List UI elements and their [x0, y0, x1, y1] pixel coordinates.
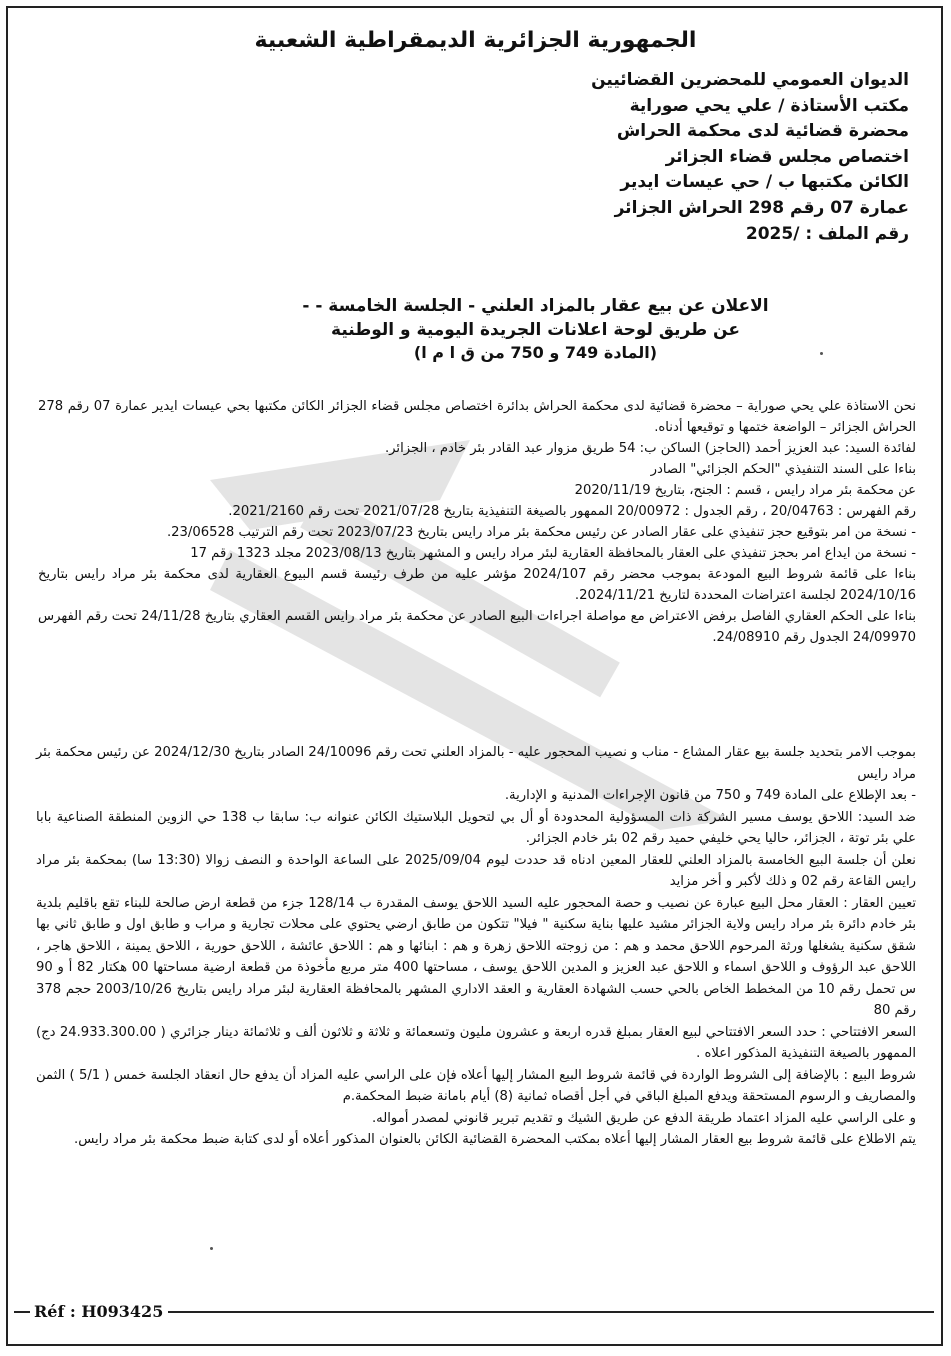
file-number: رقم الملف : /2025 [745, 223, 909, 244]
paragraph: نحن الاستاذة علي يحي صوراية – محضرة قضائية لدى محكمة الحراش بدائرة اختصاص مجلس قضاء الجزائر الكائن مكتبها بحي عيسات ايدير عمارة 07 رقم 278 الحراش الجزائر – الواضعة ختمها و توقيعها أدناه. [38, 399, 916, 435]
header-line: الديوان العمومي للمحضرين القضائيين [591, 70, 909, 90]
bailiff-office-header [309, 68, 909, 247]
paragraph: بناءا على قائمة شروط البيع المودعة بموجب محضر رقم 2024/107 مؤشر عليه من طرف رئيسة قسم البيوع العقارية لدى محكمة بئر مراد رايس بتاريخ 2024/10/16 لجلسة اعتراضات المحددة لتاريخ 2024/11/21. [38, 567, 916, 603]
paragraph: - نسخة من امر بتوقيع حجز تنفيذي على عقار الصادر عن رئيس محكمة بئر مراد رايس بتاريخ 2023/07/23 تحت رقم الترتيب 23/06528. [166, 525, 916, 540]
paragraph: - بعد الإطلاع على المادة 749 و 750 من قانون الإجراءات المدنية و الإدارية. [504, 788, 916, 803]
header-line: اختصاص مجلس قضاء الجزائر [665, 146, 909, 167]
header-line: الكائن مكتبها ب / حي عيسات ايدير [620, 172, 909, 193]
paragraph: - نسخة من ايداع امر بحجز تنفيذي على العقار بالمحافظة العقارية لبئر مراد رايس و المشهر بتاريخ 2023/08/13 مجلد 1323 رقم 17 [190, 546, 916, 561]
footer-rule [168, 1311, 934, 1313]
title-line: عن طريق لوحة اعلانات الجريدة اليومية و الوطنية [331, 320, 740, 340]
paragraph: يتم الاطلاع على قائمة شروط بيع العقار المشار إليها أعلاه بمكتب المحضرة القضائية الكائن بالعنوان المذكور أعلاه أو لدى كتابة ضبط محكمة بئر مراد رايس. [74, 1132, 916, 1147]
republic-heading: الجمهورية الجزائرية الديمقراطية الشعبية [254, 28, 697, 53]
footer-rule-left [14, 1311, 30, 1313]
paragraph: ضد السيد: اللاحق يوسف مسير الشركة ذات المسؤولية المحدودة أو أل بي لتحويل البلاستيك الكائن عنوانه ب: سابقا ب 138 حي الزوين المنطقة الصناعية بابا علي بئر توتة ، الجزائر، حاليا يحي خليفي حميد رقم 02 بئر خادم الجزائر. [36, 809, 916, 846]
paragraph: تعيين العقار : العقار محل البيع عبارة عن نصيب و حصة المحجور عليه السيد اللاحق يوسف المقدرة ب 128/14 جزء من قطعة ارض صالحة للبناء تقع باقليم بلدية بئر خادم دائرة بئر مراد رايس ولاية الجزائر مشيد عليها بناية سكنية " فيلا" تتكون من طابق ارضي يحتوي على محلات تجارية و مراب و طابق اول و طابق ثاني بها شقق سكنية يشغلها ورثة المرحوم اللاحق محمد و هم : من زوجته اللاحق زهرة و هم : ابنائها و هم : اللاحق عائشة ، اللاحق حورية ، اللاحق يمينة ، اللاحق هاجر ، اللاحق عبد الرؤوف و اللاحق اسماء و اللاحق عبد العزيز و المدين اللاحق يوسف ، مساحتها 400 متر مربع مأخوذة من قطعة ارضية مساحتها 00 هكتار 82 أ و 90 س تحمل رقم 10 من المخطط الخاص بالحي حسب الشهادة العقارية و العقد الاداري المشهر بالمحافظة العقارية لبئر مراد رايس بتاريخ 2003/10/26 حجم 378 رقم 80 [36, 895, 916, 1018]
header-line: عمارة 07 رقم 298 الحراش الجزائر [614, 197, 909, 218]
scan-speck [820, 352, 823, 355]
paragraph: السعر الافتتاحي : حدد السعر الافتتاحي لبيع العقار بمبلغ قدره اربعة و عشرون مليون وتسعمائة و ثلاثة و ثلاثون ألف و ثلاثمائة دينار جزائري ( 24.933.300.00 دج) الممهور بالصيغة التنفيذية المذكور اعلاه . [36, 1024, 916, 1061]
paragraph: عن محكمة بئر مراد رايس ، قسم : الجنح، بتاريخ 2020/11/19 [574, 483, 916, 498]
paragraph: بناءا على السند التنفيذي "الحكم الجزائي" الصادر [650, 462, 916, 477]
paragraph: بموجب الامر بتحديد جلسة بيع عقار المشاع - مناب و نصيب المحجور عليه - بالمزاد العلني تحت رقم 24/10096 الصادر بتاريخ 2024/12/30 عن رئيس محكمة بئر مراد رايس [36, 745, 916, 782]
title-line: الاعلان عن بيع عقار بالمزاد العلني - الجلسة الخامسة - - [302, 296, 769, 316]
paragraph: لفائدة السيد: عبد العزيز أحمد (الحاجز) الساكن ب: 54 طريق مزوار عبد القادر بئر خادم ، الجزائر. [384, 441, 916, 456]
scan-speck [210, 1247, 213, 1250]
paragraph: شروط البيع : بالإضافة إلى الشروط الواردة في قائمة شروط البيع المشار إليها أعلاه فإن على الراسي عليه المزاد أن يدفع حال انعقاد الجلسة خمس ( 5/1 ) الثمن والمصاريف و الرسوم المستحقة ويدفع المبلغ الباقي في أجل أقصاه ثمانية (8) أيام بامانة ضبط المحكمة.م [36, 1067, 916, 1104]
paragraph: رقم الفهرس : 20/04763 ، رقم الجدول : 20/00972 الممهور بالصيغة التنفيذية بتاريخ 2021/07/28 تحت رقم 2021/2160. [228, 504, 916, 519]
header-line: محضرة قضائية لدى محكمة الحراش [616, 121, 909, 142]
paragraph: نعلن أن جلسة البيع الخامسة بالمزاد العلني للعقار المعين ادناه قد حددت ليوم 2025/09/04 على الساعة الواحدة و النصف زوالا (13:30 سا) بمحكمة بئر مراد رايس القاعة رقم 02 و ذلك لأكبر و أخر مزايد [36, 852, 916, 889]
title-article: (المادة 749 و 750 من ق ا م ا) [413, 343, 658, 362]
reference-number: Réf : H093425 [34, 1302, 164, 1321]
paragraph: بناءا على الحكم العقاري الفاصل برفض الاعتراض مع مواصلة اجراءات البيع الصادر عن محكمة بئر مراد رايس القسم العقاري بتاريخ 24/11/28 تحت رقم الفهرس 24/09970 الجدول رقم 24/08910. [38, 609, 916, 645]
announcement-title [0, 294, 951, 364]
header-line: مكتب الأستاذة / علي يحي صوراية [629, 95, 909, 116]
sale-details-section [36, 742, 916, 1151]
preamble-section [38, 396, 916, 648]
paragraph: و على الراسي عليه المزاد اعتماد طريقة الدفع عن طريق الشيك و تقديم تبرير قانوني لمصدر أمواله. [371, 1110, 916, 1126]
